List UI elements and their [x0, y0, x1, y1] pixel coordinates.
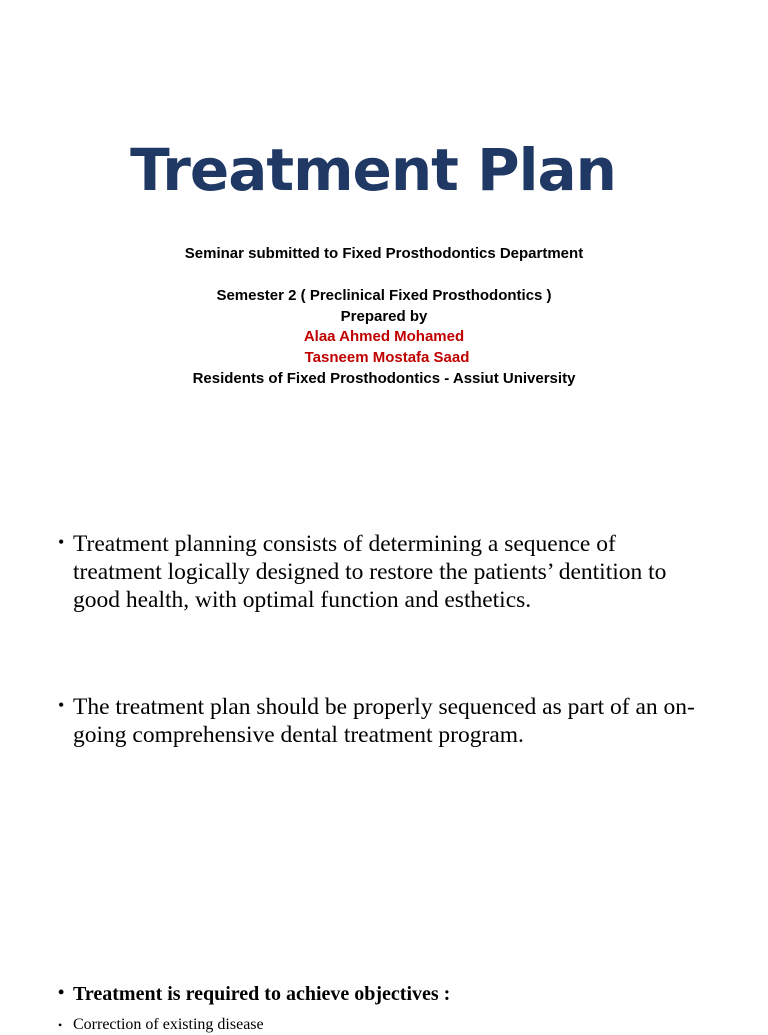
bullet-text: The treatment plan should be properly sequenced as part of an on-going comprehensive dental treatment program. — [73, 694, 695, 748]
prepared-by-label: Prepared by — [340, 308, 428, 325]
bullet-icon: • — [58, 532, 65, 552]
residents-line: Residents of Fixed Prosthodontics - Assiut University — [192, 370, 576, 387]
author-name-1: Alaa Ahmed Mohamed — [303, 328, 465, 345]
content-slide — [0, 470, 768, 1033]
bullet-item — [58, 693, 708, 749]
bullet-item — [58, 1015, 708, 1035]
slide-title: Treatment Plan — [130, 136, 616, 204]
bullet-icon: • — [58, 982, 65, 1002]
bullet-icon: • — [58, 695, 65, 715]
bullet-item — [58, 981, 708, 1007]
semester-line: Semester 2 ( Preclinical Fixed Prosthodontics ) — [216, 287, 552, 304]
author-name-2: Tasneem Mostafa Saad — [304, 349, 470, 366]
bullet-icon: • — [58, 1018, 63, 1032]
department-line: Seminar submitted to Fixed Prosthodontics Department — [184, 245, 584, 262]
title-slide — [0, 0, 768, 470]
bullet-text: Correction of existing disease — [73, 1016, 264, 1033]
bullet-item — [58, 530, 708, 614]
bullet-text: Treatment is required to achieve objectives : — [73, 983, 451, 1005]
bullet-text: Treatment planning consists of determining a sequence of treatment logically designed to restore the patients’ dentition to good health, with optimal function and esthetics. — [73, 531, 667, 613]
